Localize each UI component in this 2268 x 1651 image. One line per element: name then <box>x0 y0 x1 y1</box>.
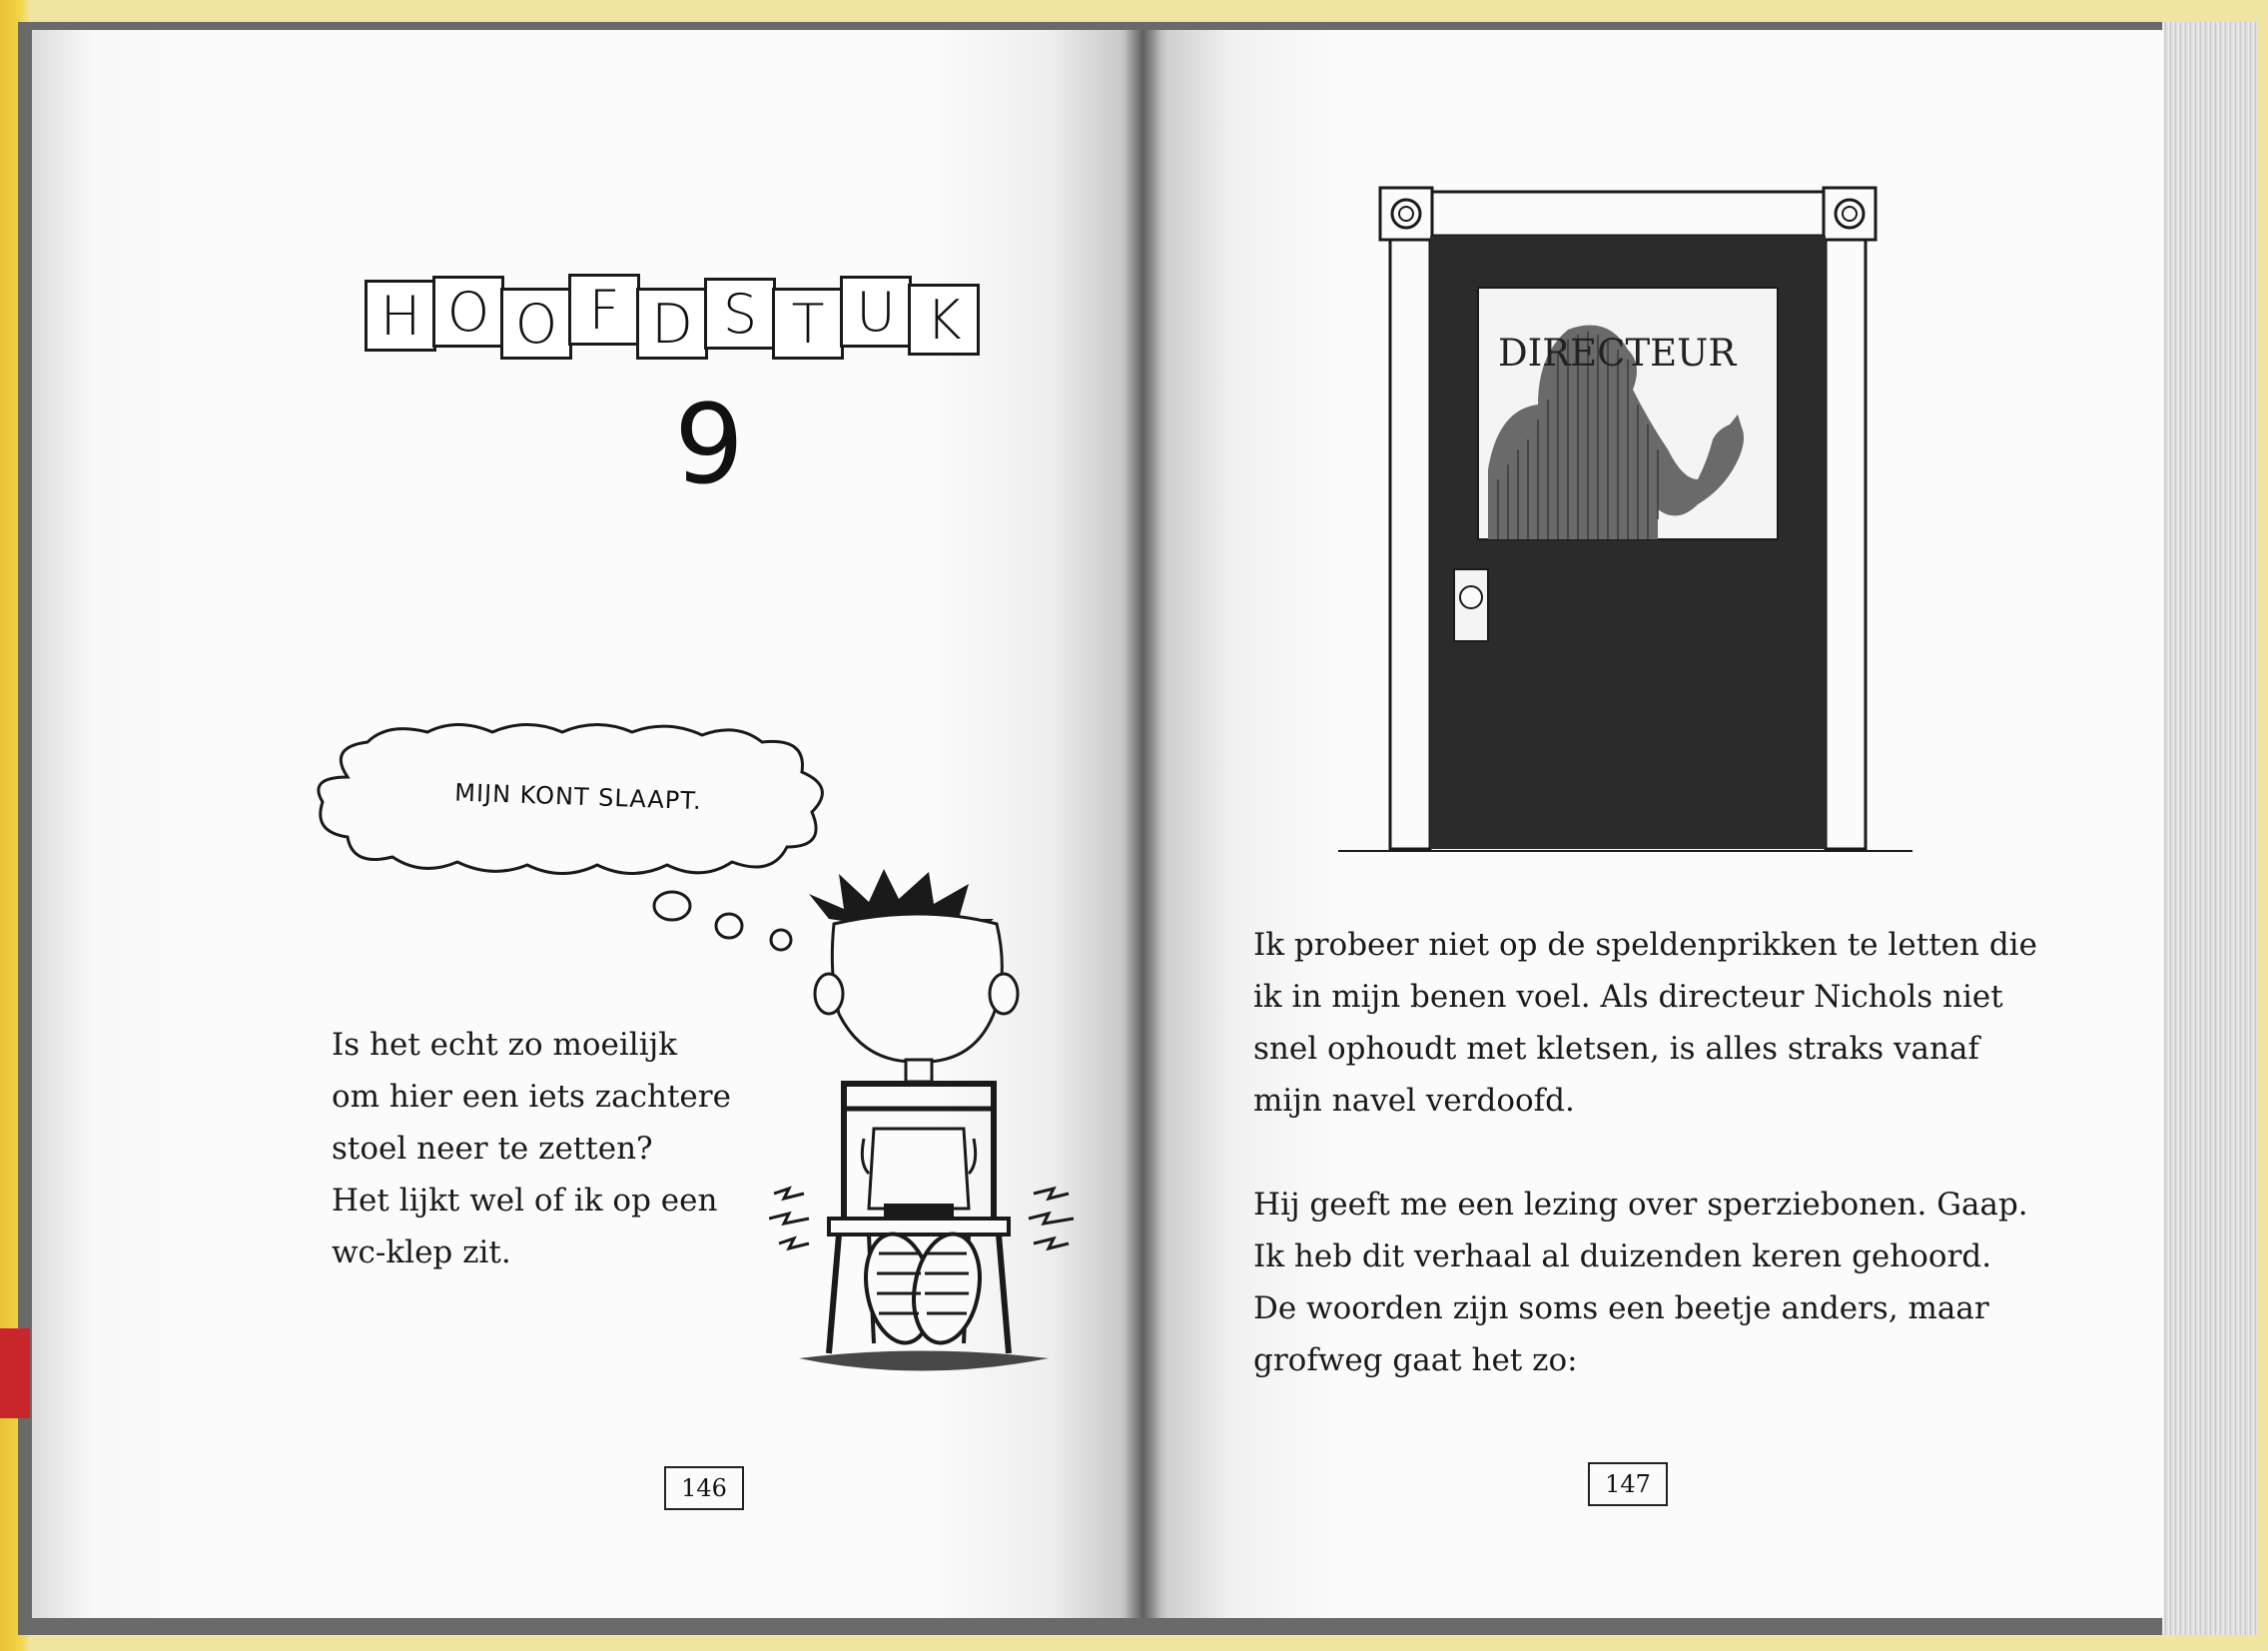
text-line: mijn navel verdoofd. <box>1253 1083 1575 1119</box>
book-spine <box>1125 30 1160 1618</box>
door-sign-text: DIRECTEUR <box>1498 332 1737 375</box>
page-number-left: 146 <box>664 1466 744 1510</box>
page-number-right: 147 <box>1588 1462 1668 1506</box>
cover-red-strip <box>0 1328 30 1418</box>
text-line: stoel neer te zetten? <box>332 1131 653 1167</box>
text-line: wc-klep zit. <box>332 1235 511 1270</box>
page-edges <box>2162 22 2257 1635</box>
chapter-letter: S <box>704 278 776 350</box>
chapter-letter: D <box>636 288 708 360</box>
kid-on-chair-illustration <box>769 864 1079 1383</box>
chapter-letter: O <box>432 276 504 348</box>
right-page-paragraph-2 <box>1253 1179 2032 1386</box>
text-line: Het lijkt wel of ik op een <box>332 1183 718 1219</box>
chapter-letter: K <box>908 284 980 356</box>
chapter-letter: T <box>772 288 844 360</box>
chapter-letter: H <box>365 280 436 352</box>
chapter-number: 9 <box>674 381 744 508</box>
chapter-letter: O <box>500 288 572 360</box>
principal-door-illustration <box>1338 180 1917 879</box>
chapter-letter: U <box>840 276 912 348</box>
text-line: Is het echt zo moeilijk <box>332 1027 678 1063</box>
text-line: grofweg gaat het zo: <box>1253 1342 1578 1378</box>
thought-bubble-text: MIJN KONT SLAAPT. <box>453 778 703 816</box>
text-line: Ik heb dit verhaal al duizenden keren gehoord. <box>1253 1238 1992 1274</box>
text-line: De woorden zijn soms een beetje anders, maar <box>1253 1290 1989 1326</box>
chapter-letter: F <box>568 274 640 346</box>
text-line: snel ophoudt met kletsen, is alles straks vanaf <box>1253 1031 1979 1067</box>
text-line: Hij geeft me een lezing over sperziebonen. Gaap. <box>1253 1187 2028 1223</box>
left-page-text <box>332 1019 761 1278</box>
right-page-paragraph-1 <box>1253 919 2037 1127</box>
text-line: Ik probeer niet op de speldenprikken te letten die <box>1253 927 2037 963</box>
chapter-heading <box>365 280 1044 385</box>
text-line: om hier een iets zachtere <box>332 1079 731 1115</box>
text-line: ik in mijn benen voel. Als directeur Nichols niet <box>1253 979 2003 1015</box>
